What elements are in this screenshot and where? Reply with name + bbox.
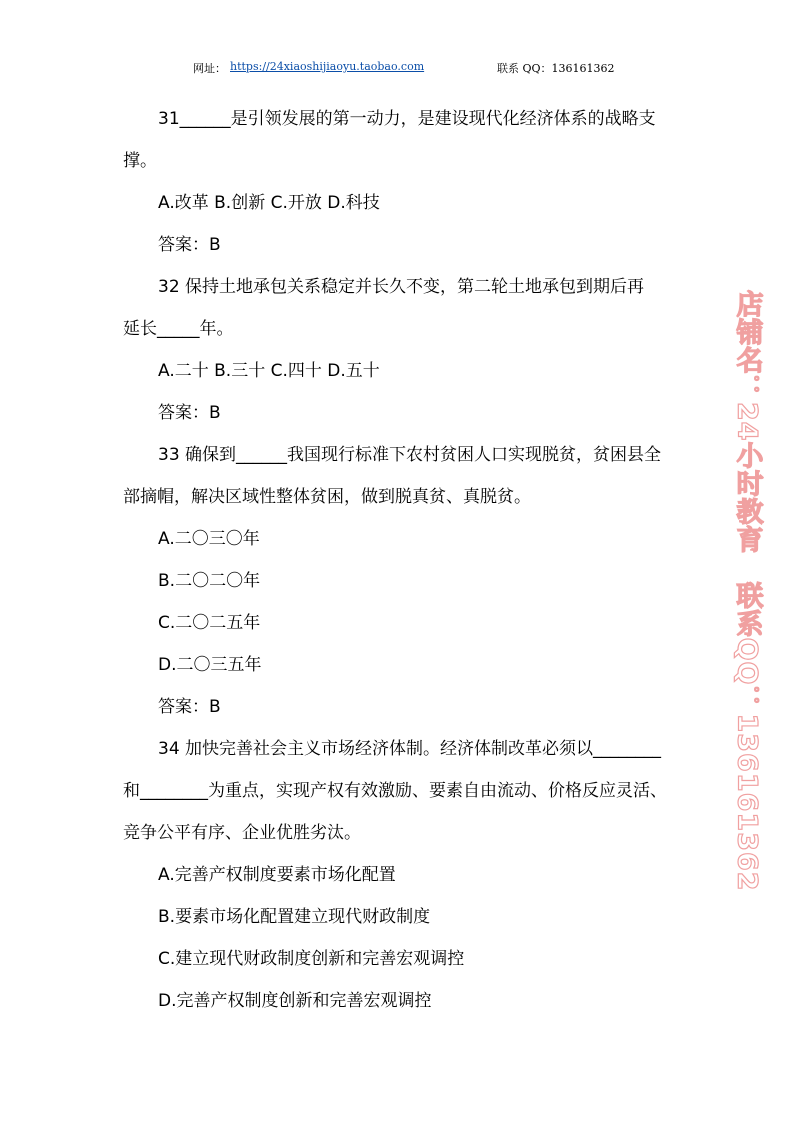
question-34-option-a: A.完善产权制度要素市场化配置 [158, 865, 396, 885]
question-33-option-c: C.二〇二五年 [158, 613, 261, 633]
question-34-option-b: B.要素市场化配置建立现代财政制度 [158, 907, 431, 927]
question-33-option-b: B.二〇二〇年 [158, 571, 261, 591]
question-34-stem-line-2: 和________为重点，实现产权有效激励、要素自由流动、价格反应灵活、 [123, 781, 667, 801]
question-32-options: A.二十 B.三十 C.四十 D.五十 [158, 361, 380, 381]
question-31-stem-line-1: 31______是引领发展的第一动力，是建设现代化经济体系的战略支 [158, 109, 656, 129]
question-34-option-c: C.建立现代财政制度创新和完善宏观调控 [158, 949, 465, 969]
watermark-text: 店铺名：24小时教育 联系QQ：136161362 [731, 290, 763, 892]
question-34-option-d: D.完善产权制度创新和完善宏观调控 [158, 991, 432, 1011]
url-label: 网址： [193, 62, 226, 75]
question-32-stem-line-1: 32 保持土地承包关系稳定并长久不变，第二轮土地承包到期后再 [158, 277, 645, 297]
question-33-answer: 答案：B [158, 697, 221, 717]
shop-url-link[interactable]: https://24xiaoshijiaoyu.taobao.com [230, 60, 425, 73]
question-34-stem-line-1: 34 加快完善社会主义市场经济体制。经济体制改革必须以________ [158, 739, 662, 759]
question-33-option-d: D.二〇三五年 [158, 655, 262, 675]
question-31-answer: 答案：B [158, 235, 221, 255]
question-32-stem-line-2: 延长_____年。 [123, 319, 234, 339]
question-32-answer: 答案：B [158, 403, 221, 423]
question-33-stem-line-1: 33 确保到______我国现行标准下农村贫困人口实现脱贫，贫困县全 [158, 445, 662, 465]
question-31-stem-line-2: 撑。 [123, 151, 157, 171]
shop-watermark [722, 290, 772, 892]
question-31-options: A.改革 B.创新 C.开放 D.科技 [158, 193, 380, 213]
question-33-option-a: A.二〇三〇年 [158, 529, 260, 549]
question-33-stem-line-2: 部摘帽，解决区域性整体贫困，做到脱真贫、真脱贫。 [123, 487, 531, 507]
question-34-stem-line-3: 竞争公平有序、企业优胜劣汰。 [123, 823, 361, 843]
contact-qq: 联系 QQ：136161362 [497, 62, 615, 75]
